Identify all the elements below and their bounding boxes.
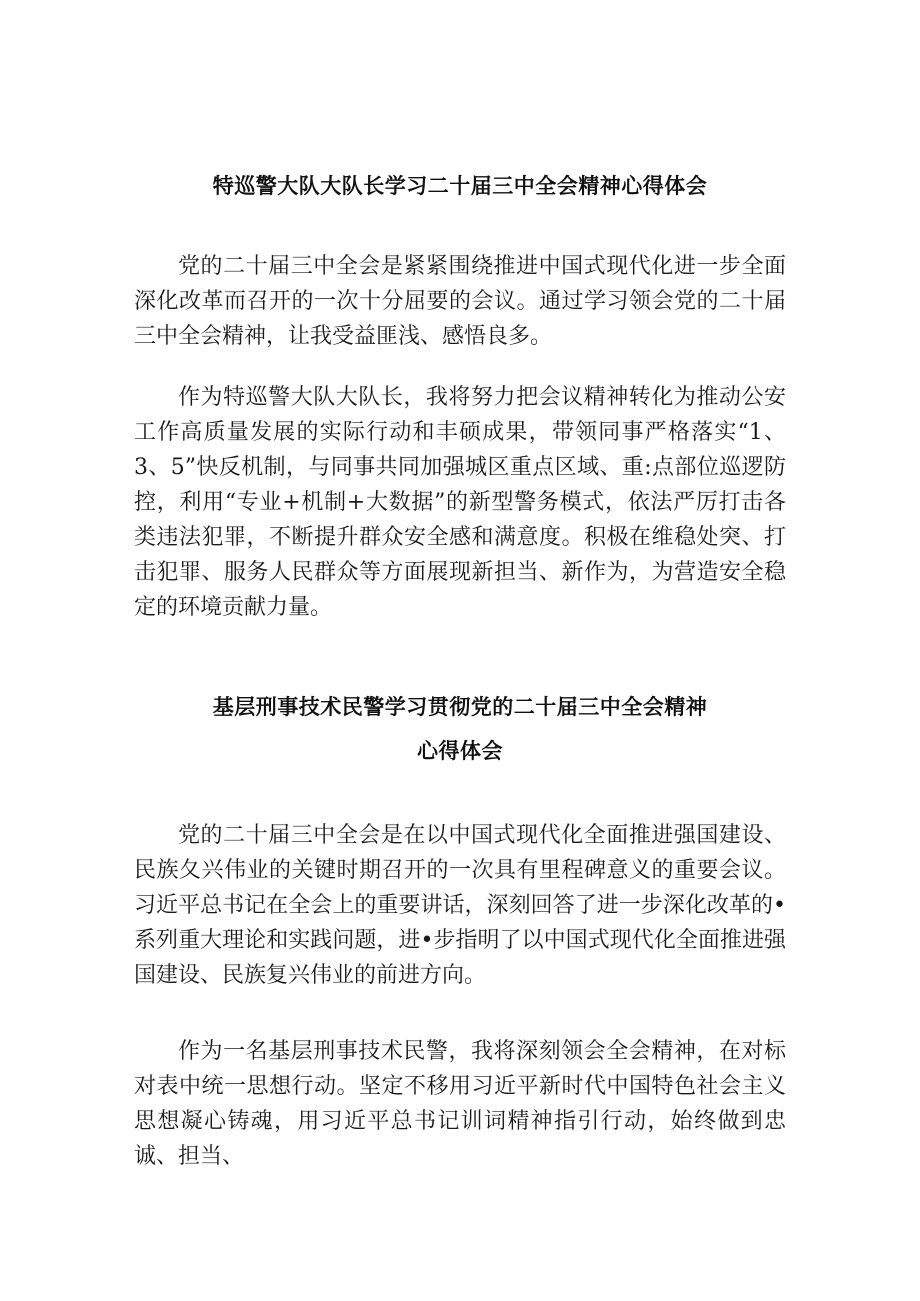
article2-title-line1: 基层刑事技术民警学习贯彻党的二十届三中全会精神 (212, 695, 708, 719)
article1-paragraph-2: 作为特巡警大队大队长，我将努力把会议精神转化为推动公安工作高质量发展的实际行动和丰硕成果，带领同事严格落实“1、3、5”快反机制，与同事共同加强城区重点区域、重:点部位巡逻防控，利用“专业+机制+大数据”的新型警务模式，依法严厉打击各类违法犯罪，不断提升群众安全感和满意度。积极在维稳处突、打击犯罪、服务人民群众等方面展现新担当、新作为，为营造安全稳定的环境贡献力量。 (134, 385, 786, 620)
article2-paragraph-1: 党的二十届三中全会是在以中国式现代化全面推进强国建设、民族夂兴伟业的关键时期召开的一次具有里程碑意义的重要会议。习近平总书记在全会上的重要讲话，深刻回答了进一步深化改革的•系列重大理论和实践问题，进•步指明了以中国式现代化全面推进强国建设、民族复兴伟业的前进方向。 (134, 823, 786, 988)
article2-title-line2: 心得体会 (417, 739, 503, 763)
article2-paragraph-2: 作为一名基层刑事技术民警，我将深刻领会全会精神，在对标对表中统一思想行动。坚定不移用习近平新时代中国特色社会主义思想凝心铸魂，用习近平总书记训词精神指引行动，始终做到忠诚、担当、 (134, 1039, 786, 1169)
article1-paragraph-1: 党的二十届三中全会是紧紧围绕推进中国式现代化进一步全面深化改革而召开的一次十分屈要的会议。通过学习领会党的二十届三中全会精神，让我受益匪浅、感悟良多。 (134, 254, 786, 349)
article1-title: 特巡警大队大队长学习二十届三中全会精神心得体会 (212, 174, 708, 198)
